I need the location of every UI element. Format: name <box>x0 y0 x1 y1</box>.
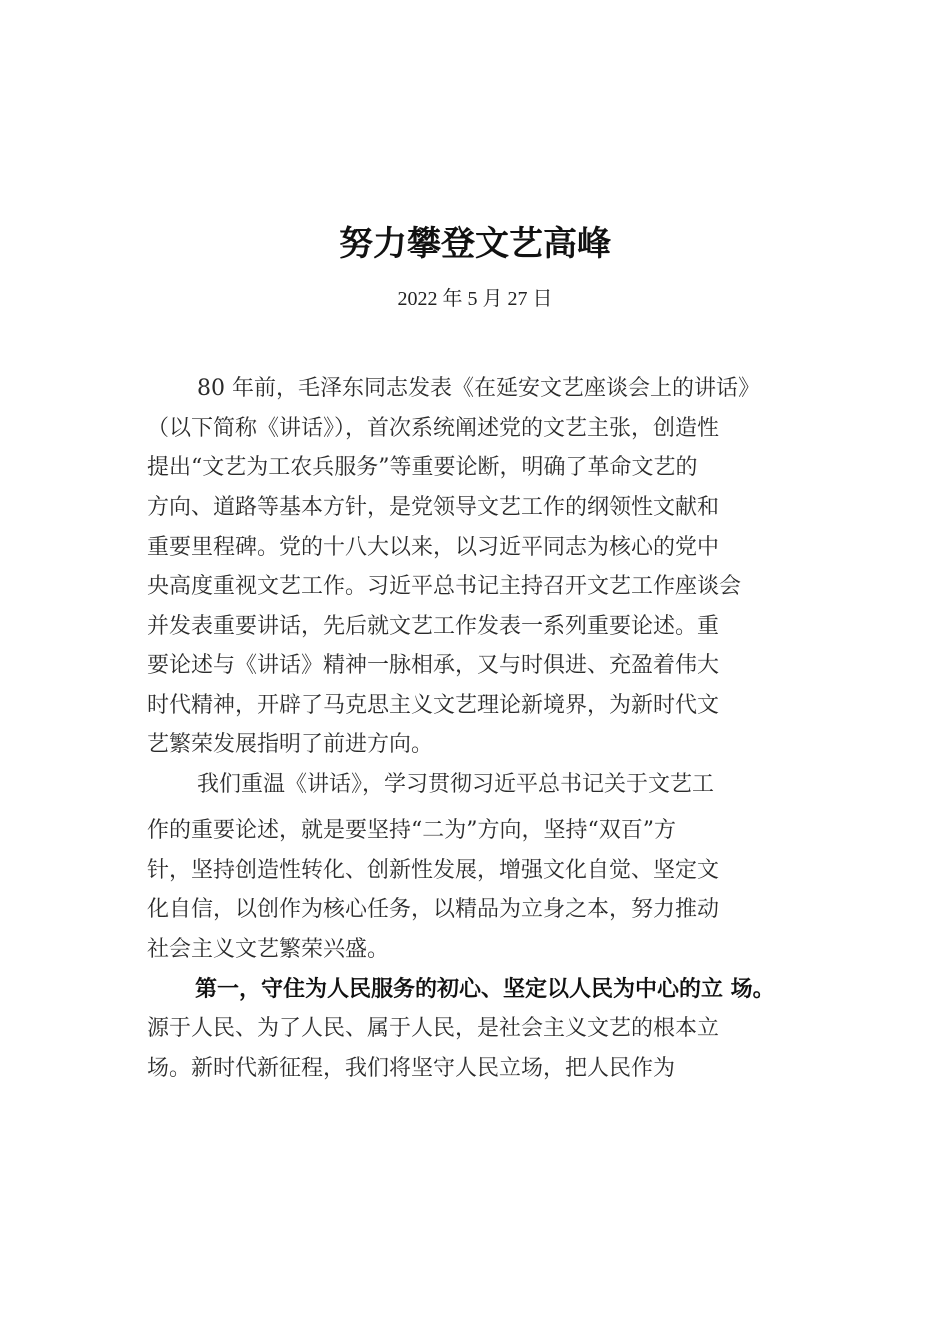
body-line: 提出“文艺为工农兵服务”等重要论断，明确了革命文艺的 <box>147 455 698 480</box>
body-line: 场。新时代新征程，我们将坚守人民立场，把人民作为 <box>147 1056 676 1081</box>
body-line: 并发表重要讲话，先后就文艺工作发表一系列重要论述。重 <box>147 614 720 639</box>
body-line: 化自信，以创作为核心任务，以精品为立身之本，努力推动 <box>147 897 720 922</box>
body-line: 作的重要论述，就是要坚持“二为”方向，坚持“双百”方 <box>147 818 676 843</box>
body-line: 要论述与《讲话》精神一脉相承，又与时俱进、充盈着伟大 <box>147 653 720 678</box>
section-heading: 第一，守住为人民服务的初心、坚定以人民为中心的立 场。 <box>195 977 775 1002</box>
document-title: 努力攀登文艺高峰 <box>339 224 611 264</box>
body-line: 重要里程碑。党的十八大以来，以习近平同志为核心的党中 <box>147 535 720 560</box>
body-line: 我们重温《讲话》，学习贯彻习近平总书记关于文艺工 <box>197 772 715 797</box>
body-line: 央高度重视文艺工作。习近平总书记主持召开文艺工作座谈会 <box>147 574 742 599</box>
body-line: 源于人民、为了人民、属于人民，是社会主义文艺的根本立 <box>147 1016 720 1041</box>
body-line: 社会主义文艺繁荣兴盛。 <box>147 937 390 962</box>
body-line: 时代精神，开辟了马克思主义文艺理论新境界，为新时代文 <box>147 693 720 718</box>
document-date: 2022 年 5 月 27 日 <box>397 288 553 310</box>
body-line: （以下简称《讲话》），首次系统阐述党的文艺主张，创造性 <box>147 416 720 441</box>
body-line: 方向、道路等基本方针，是党领导文艺工作的纲领性文献和 <box>147 495 720 520</box>
body-line: 艺繁荣发展指明了前进方向。 <box>147 732 434 757</box>
body-line: 80 年前，毛泽东同志发表《在延安文艺座谈会上的讲话》 <box>197 376 760 401</box>
body-line: 针，坚持创造性转化、创新性发展，增强文化自觉、坚定文 <box>147 858 720 883</box>
